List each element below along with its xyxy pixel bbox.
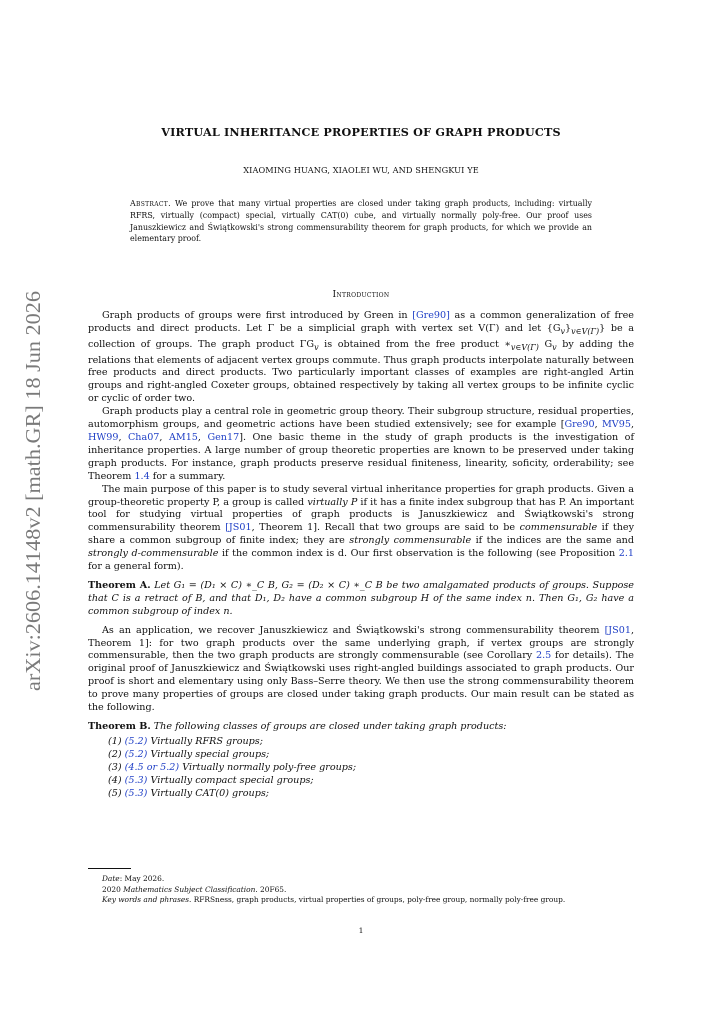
section-reference-link[interactable]: (5.2) [124,748,148,760]
paper-authors: XIAOMING HUANG, XIAOLEI WU, AND SHENGKUI YE [243,165,479,175]
section-title-introduction: Introduction [332,289,390,300]
list-item: (4) (5.3) Virtually compact special groups; [108,774,314,786]
section-reference-link[interactable]: (5.2) [124,735,148,747]
citation-link[interactable]: [Gre90] [412,310,450,321]
body-text [88,310,634,800]
page-number: 1 [358,926,364,935]
intro-paragraph-1: Graph products of groups were first introduced by Green in [Gre90] as a common generalization of free products and direct products. Let Γ be a simplicial graph with vertex set V(Γ) and let $\{G_v\}_{v\in V(\Gamma)}$} be a collection of groups. The graph product $\Gamma G_v$ is obtained from the free product $∗_{v\in V(\Gamma)}$ $G_v$ by adding the relations that elements of adjacent vertex groups commute. Thus graph products interpolate naturally between free products and direct products. Two particularly important classes of examples are right-angled Artin groups and right-angled Coxeter groups, obtained respectively by taking all vertex groups to be infinite cyclic or cyclic of order two. [88,310,635,405]
intro-paragraph-2: Graph products play a central role in geometric group theory. Their subgroup structure, residual properties, automorphism groups, and geometric actions have been studied extensively; see for example [Gre90, MV95, HW99, Cha07, AM15, Gen17]. One basic theme in the study of graph products is the investigation of inheritance properties. A large number of group theoretic properties are known to be preserved under taking graph products. For instance, graph products preserve residual finiteness, linearity, soficity, orderability; see Theorem 1.4 for a summary. [88,406,635,482]
citation-link[interactable]: Gre90 [564,419,595,431]
paper-title: VIRTUAL INHERITANCE PROPERTIES OF GRAPH PRODUCTS [161,125,561,139]
theorem-b [88,721,634,734]
list-item: (1) (5.2) Virtually RFRS groups; [108,735,263,747]
footnote-date: Date: May 2026. [102,874,165,883]
citation-link[interactable]: [JS01 [604,624,631,636]
theorem-b-heading: Theorem B. [88,721,151,732]
theorem-a-statement: Let G₁ = (D₁ × C) ∗_C B, G₂ = (D₂ × C) ∗_C B be two amalgamated products of groups. Suppose that C is a retract of B, and that D₁, D₂ have a common subgroup H of the same index n. Then G₁, G₂ have a common subgroup of index n. [88,579,634,617]
list-item: (2) (5.2) Virtually special groups; [108,748,270,760]
arxiv-id-text: arXiv:2606.14148v2 [math.GR] 18 Jun 2026 [21,304,45,691]
theorem-reference-link[interactable]: 1.4 [134,470,150,482]
citation-link[interactable]: HW99 [88,431,119,443]
theorem-b-list [88,736,634,801]
list-item: (5) (5.3) Virtually CAT(0) groups; [108,787,270,799]
intro-paragraph-3: The main purpose of this paper is to study several virtual inheritance properties for graph products. Given a group-theoretic property P, a group is called virtually P if it has a finite index subgroup that has P. An important tool for studying virtual properties of graph products is Januszkiewicz and Świątkowski's strong commensurability theorem [JS01, Theorem 1]. Recall that two groups are said to be commensurable if they share a common subgroup of finite index; they are strongly commensurable if the indices are the same and strongly d-commensurable if the common index is d. Our first observation is the following (see Proposition 2.1 for a general form). [88,483,635,573]
corollary-reference-link[interactable]: 2.5 [536,650,552,662]
footnote-msc: 2020 Mathematics Subject Classification. 20F65. [102,884,287,894]
proposition-reference-link[interactable]: 2.1 [618,548,634,560]
arxiv-sidebar-id [4,288,56,693]
abstract-text: We prove that many virtual properties are closed under taking graph products, including: virtually RFRS, virtually (compact) special, virtually CAT(0) cube, and virtually normally poly-free. Our proof uses Januszkiewicz and Świątkowski's strong commensurability theorem for graph products, for which we provide an elementary proof. [130,199,592,244]
footnote-divider [88,868,131,869]
theorem-a-heading: Theorem A. [88,579,151,591]
citation-link[interactable]: MV95 [601,419,631,431]
citation-link[interactable]: Cha07 [127,431,160,443]
after-theorem-a-paragraph: As an application, we recover Januszkiewicz and Świątkowski's strong commensurability theorem [JS01, Theorem 1]: for two graph products over the same underlying graph, if vertex groups are strongly commensurable, then the two graph products are strongly commensurable (see Corollary 2.5 for details). The original proof of Januszkiewicz and Świątkowski uses right-angled buildings associated to graph products. Our proof is short and elementary using only Bass–Serre theory. We then use the strong commensurability theorem to prove many properties of groups are closed under taking graph products. Our main result can be stated as the following. [88,624,634,714]
abstract [130,198,592,245]
section-reference-link[interactable]: (5.3) [124,787,148,799]
citation-link[interactable]: [JS01 [225,522,252,534]
footnote-keywords: Key words and phrases. RFRSness, graph products, virtual properties of groups, poly-free group, normally poly-free group. [102,895,566,905]
list-item: (3) (4.5 or 5.2) Virtually normally poly-free groups; [108,761,357,773]
footnotes [88,874,634,906]
abstract-label: Abstract. [130,199,171,208]
theorem-a [88,580,634,619]
section-reference-link[interactable]: (4.5 or 5.2) [124,761,180,773]
citation-link[interactable]: AM15 [168,431,198,443]
theorem-b-statement: The following classes of groups are closed under taking graph products: [153,721,507,732]
section-reference-link[interactable]: (5.3) [124,774,148,786]
citation-link[interactable]: Gen17 [207,431,240,443]
